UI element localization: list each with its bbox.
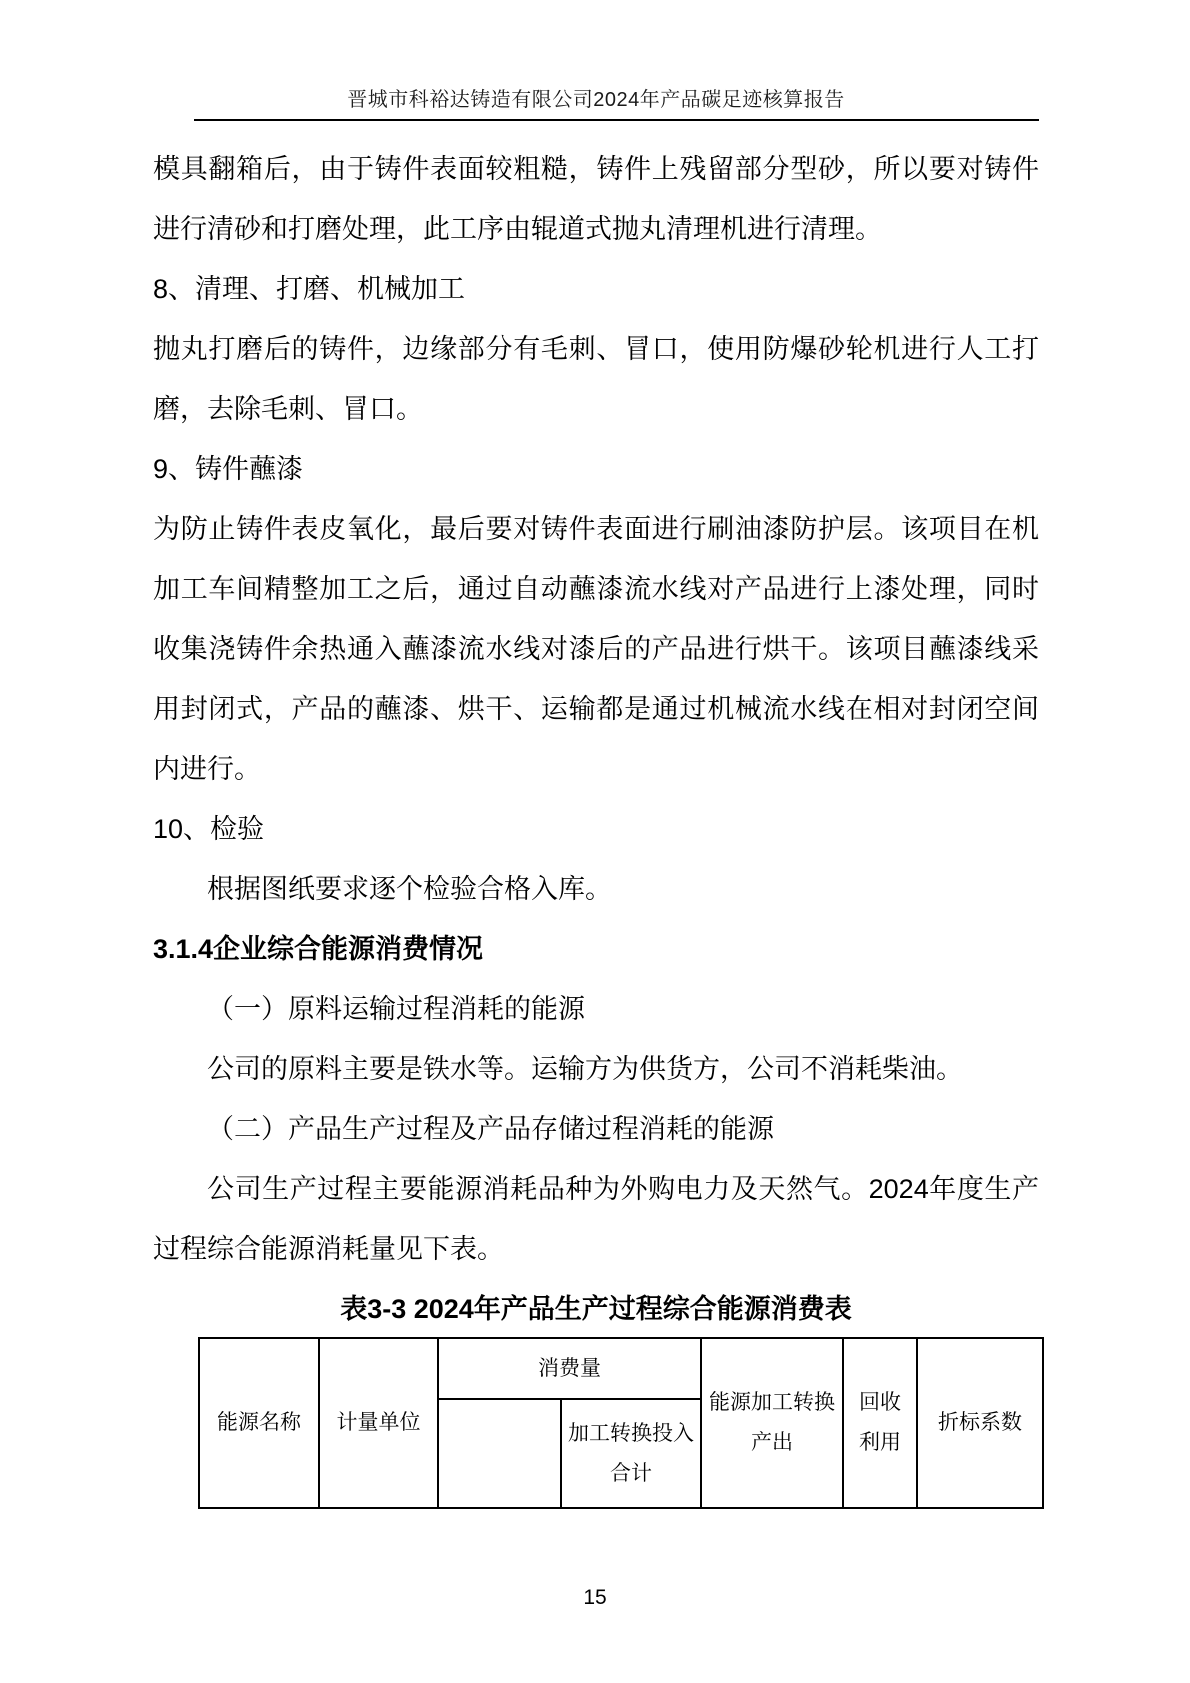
subsection-heading-2: （二）产品生产过程及产品存储过程消耗的能源 [207, 1114, 774, 1144]
section-heading-10: 10、检验 [153, 814, 265, 844]
paragraph: 为防止铸件表皮氧化，最后要对铸件表面进行刷油漆防护层。该项目在机加工车间精整加工之后，通过自动蘸漆流水线对产品进行上漆处理，同时收集浇铸件余热通入蘸漆流水线对漆后的产品进行烘干。该项目蘸漆线采用封闭式，产品的蘸漆、烘干、运输都是通过机械流水线在相对封闭空间内进行。 [153, 514, 1039, 784]
paragraph: 公司的原料主要是铁水等。运输方为供货方，公司不消耗柴油。 [207, 1054, 963, 1084]
paragraph: 公司生产过程主要能源消耗品种为外购电力及天然气。2024年度生产过程综合能源消耗量见下表。 [153, 1174, 1039, 1264]
page-number: 15 [583, 1586, 607, 1609]
energy-consumption-table [198, 1337, 1044, 1509]
col-header-coefficient: 折标系数 [917, 1338, 1043, 1508]
col-header-unit: 计量单位 [319, 1338, 438, 1508]
section-heading-8: 8、清理、打磨、机械加工 [153, 274, 466, 304]
paragraph: 根据图纸要求逐个检验合格入库。 [207, 874, 612, 904]
col-header-recycling: 回收利用 [843, 1338, 917, 1508]
paragraph: 抛丸打磨后的铸件，边缘部分有毛刺、冒口，使用防爆砂轮机进行人工打磨，去除毛刺、冒口。 [153, 334, 1039, 424]
subsection-heading-1: （一）原料运输过程消耗的能源 [207, 994, 585, 1024]
section-heading-9: 9、铸件蘸漆 [153, 454, 304, 484]
col-header-conversion-input-total: 加工转换投入合计 [561, 1399, 701, 1508]
col-header-conversion-output: 能源加工转换产出 [701, 1338, 843, 1508]
running-header-title: 晋城市科裕达铸造有限公司2024年产品碳足迹核算报告 [347, 89, 845, 111]
col-header-consumption: 消费量 [438, 1338, 701, 1399]
paragraph: 模具翻箱后，由于铸件表面较粗糙，铸件上残留部分型砂，所以要对铸件进行清砂和打磨处理，此工序由辊道式抛丸清理机进行清理。 [153, 154, 1039, 244]
body-text [153, 139, 1039, 1279]
table-caption: 表3-3 2024年产品生产过程综合能源消费表 [340, 1294, 852, 1324]
col-header-consumption-blank [438, 1399, 561, 1508]
section-heading-3-1-4: 3.1.4企业综合能源消费情况 [153, 934, 484, 964]
header-rule [194, 119, 1039, 121]
col-header-energy-name: 能源名称 [199, 1338, 319, 1508]
